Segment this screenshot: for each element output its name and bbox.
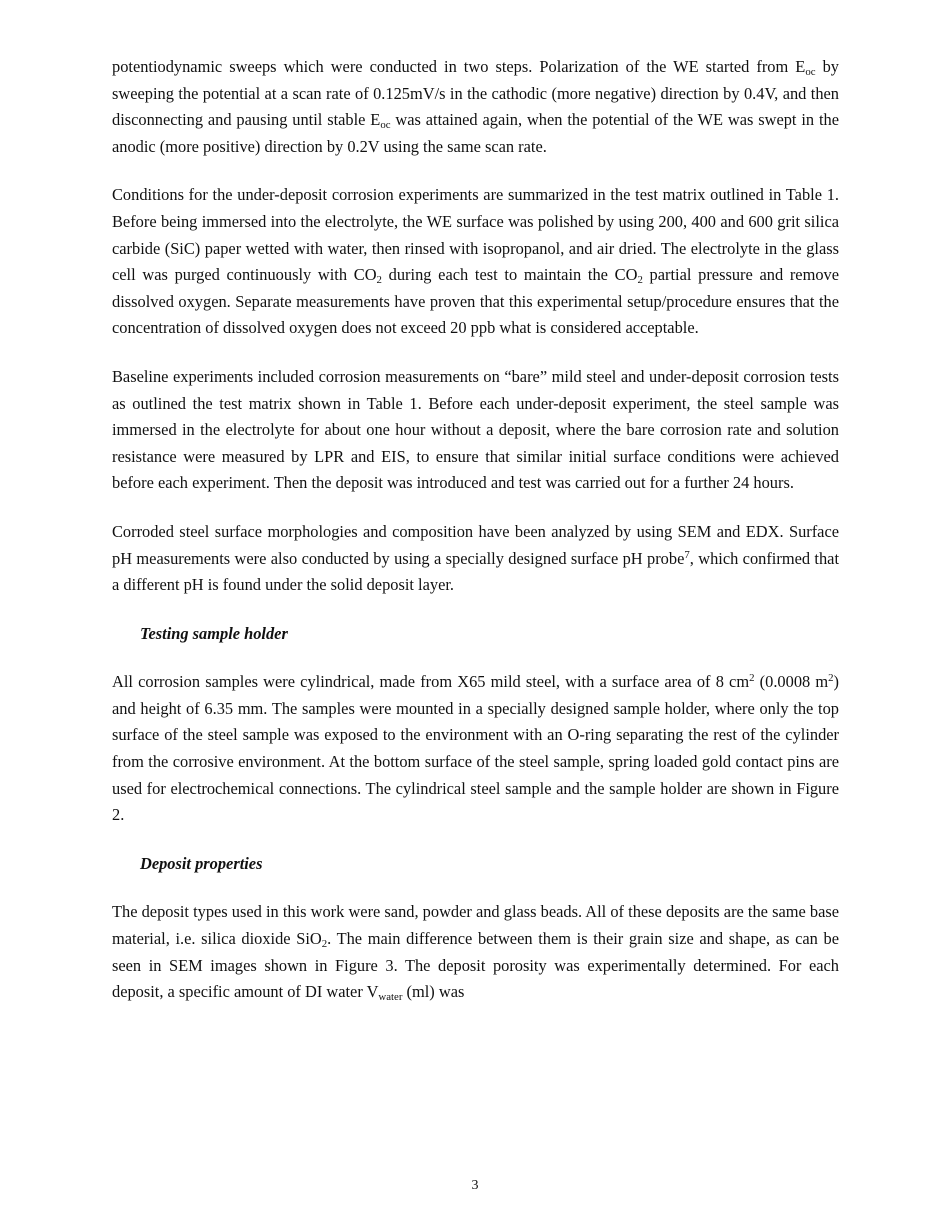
- superscript-reference: 7: [684, 548, 690, 561]
- subscript: 2: [376, 274, 382, 287]
- text-segment: The deposit types used in this work were sand, powder and glass beads. All of these deposits are the same base material, i.e. silica dioxide SiO: [112, 902, 839, 949]
- superscript: 2: [749, 672, 755, 685]
- subscript: water: [378, 991, 403, 1004]
- text-segment: Corroded steel surface morphologies and composition have been analyzed by using SEM and EDX. Surface pH measurements were also conducted by using a specially designed surface pH probe: [112, 521, 839, 568]
- section-heading-deposit-properties: Deposit properties: [140, 853, 263, 873]
- text-segment: by sweeping the potential at a scan rate of 0.125mV/s in the cathodic (more negative) direction by 0.4V, and then disconnecting and pausing until stable E: [112, 57, 839, 130]
- text-segment: Conditions for the under-deposit corrosion experiments are summarized in the test matrix outlined in Table 1. Before being immersed into the electrolyte, the WE surface was polished by using 200, 400 and 600 grit silica carbide (SiC) paper wetted with water, then rinsed with isopropanol, and air dried. The electrolyte in the glass cell was purged continuously with CO: [112, 185, 839, 285]
- page-number: 3: [471, 1178, 479, 1193]
- paragraph-samples: [112, 669, 839, 829]
- paragraph-sweeps: [112, 54, 839, 160]
- paragraph-conditions: [112, 182, 839, 342]
- paragraph-morphology: [112, 519, 839, 599]
- section-heading-testing-sample-holder: Testing sample holder: [140, 623, 288, 643]
- text-segment: ) and height of 6.35 mm. The samples were mounted in a specially designed sample holder, where only the top surface of the steel sample was exposed to the environment with an O-ring separating the rest of the cylinder from the corrosive environment. At the bottom surface of the steel sample, spring loaded gold contact pins are used for electrochemical connections. The cylindrical steel sample and the sample holder are shown in Figure 2.: [112, 672, 839, 825]
- text-segment: (ml) was: [402, 982, 465, 1002]
- text-segment: partial pressure and remove dissolved oxygen. Separate measurements have proven that this experimental setup/procedure ensures that the concentration of dissolved oxygen does not exceed 20 ppb what is considered acceptable.: [112, 265, 839, 338]
- text-segment: , which confirmed that a different pH is found under the solid deposit layer.: [112, 548, 839, 595]
- subscript: 2: [321, 938, 328, 951]
- subscript: oc: [805, 66, 816, 79]
- superscript: 2: [828, 672, 834, 685]
- text-segment: . The main difference between them is their grain size and shape, as can be seen in SEM images shown in Figure 3. The deposit porosity was experimentally determined. For each deposit, a specific amount of DI water V: [112, 929, 839, 1002]
- text-segment: was attained again, when the potential of the WE was swept in the anodic (more positive) direction by 0.2V using the same scan rate.: [112, 110, 839, 156]
- paragraph-baseline: Baseline experiments included corrosion measurements on “bare” mild steel and under-deposit corrosion tests as outlined the test matrix shown in Table 1. Before each under-deposit experiment, the steel sample was immersed in the electrolyte for about one hour without a deposit, where the bare corrosion rate and solution resistance were measured by LPR and EIS, to ensure that similar initial surface conditions were achieved before each experiment. Then the deposit was introduced and test was carried out for a further 24 hours.: [112, 366, 839, 493]
- paragraph-deposit-types: [112, 899, 839, 1005]
- subscript: 2: [637, 274, 643, 287]
- text-segment: (0.0008 m: [754, 672, 829, 692]
- text-segment: potentiodynamic sweeps which were conducted in two steps. Polarization of the WE started from E: [112, 57, 806, 76]
- page-body: [112, 54, 839, 1028]
- subscript: oc: [380, 119, 391, 132]
- text-segment: All corrosion samples were cylindrical, made from X65 mild steel, with a surface area of 8 cm: [112, 672, 750, 692]
- text-segment: during each test to maintain the CO: [381, 265, 638, 285]
